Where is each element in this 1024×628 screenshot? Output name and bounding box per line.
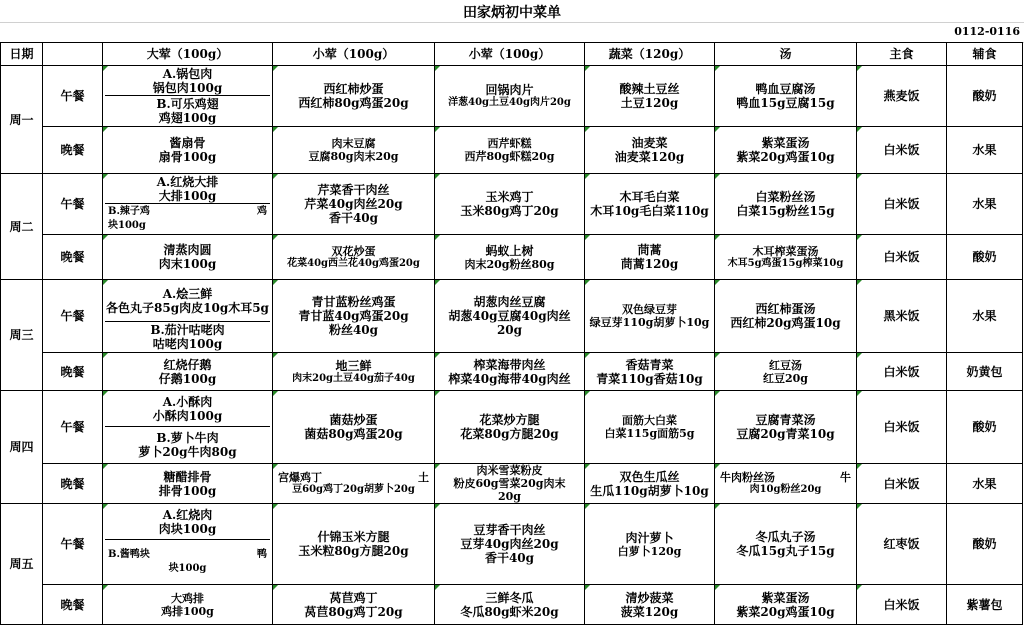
cell-text: 土 [418, 471, 429, 484]
cell-text: 双色生瓜丝 [619, 469, 680, 484]
cell-text: 肉块100g [158, 521, 217, 536]
header-soup: 汤 [715, 43, 857, 66]
big-meat-cell [103, 353, 273, 391]
small-meat-1-cell [273, 585, 435, 625]
cell-text: 青菜110g香菇10g [596, 371, 703, 386]
menu-table [0, 42, 1023, 625]
vegetable-cell [585, 127, 715, 174]
cell-text: 鸡翅100g [158, 111, 217, 125]
side-cell: 奶黄包 [947, 353, 1023, 391]
vegetable-cell [585, 585, 715, 625]
cell-text: 清蒸肉圆 [163, 243, 212, 257]
day-cell: 周三 [1, 280, 43, 391]
cell-text: 绿豆芽110g胡萝卜10g [589, 316, 710, 329]
meal-cell: 午餐 [43, 280, 103, 353]
page-title: 田家炳初中菜单 [463, 5, 561, 21]
header-meal [43, 43, 103, 66]
small-meat-1-cell [273, 464, 435, 504]
staple-cell: 白米饭 [857, 174, 947, 235]
cell-text: 豆腐80g肉末20g [308, 150, 399, 163]
cell-text: 紫菜蛋汤 [761, 590, 810, 605]
small-meat-1-cell [273, 127, 435, 174]
soup-cell [715, 353, 857, 391]
table-row [1, 504, 1023, 585]
day-cell: 周一 [1, 66, 43, 174]
big-meat-cell [103, 66, 273, 127]
cell-text: 排骨100g [158, 483, 217, 498]
vegetable-cell [585, 353, 715, 391]
staple-cell: 燕麦饭 [857, 66, 947, 127]
cell-text: 西芹虾糕 [487, 137, 532, 150]
date-range: 0112-0116 [954, 25, 1020, 38]
side-cell: 酸奶 [947, 66, 1023, 127]
big-meat-cell [103, 127, 273, 174]
vegetable-cell [585, 504, 715, 585]
cell-text: B.萝卜牛肉 [156, 431, 219, 445]
staple-cell: 白米饭 [857, 585, 947, 625]
cell-text: B.茄汁咕咾肉 [150, 323, 225, 337]
table-row [1, 127, 1023, 174]
cell-text: 西芹80g虾糕20g [464, 150, 555, 163]
cell-text: B.酱鸭块 [108, 549, 150, 560]
cell-text: 肉末豆腐 [331, 137, 376, 150]
cell-text: A.锅包肉 [162, 66, 213, 81]
cell-text: 鸡 [257, 206, 267, 217]
cell-text: 冬瓜80g虾米20g [460, 604, 559, 619]
header-staple: 主食 [857, 43, 947, 66]
header-small-meat-2: 小荤（100g） [435, 43, 585, 66]
cell-text: 茼蒿 [637, 243, 662, 257]
table-row [1, 280, 1023, 353]
cell-text: 红豆汤 [769, 358, 802, 372]
cell-text: 菌菇80g鸡蛋20g [304, 427, 403, 441]
big-meat-cell [103, 235, 273, 280]
soup-cell [715, 504, 857, 585]
small-meat-1-cell [273, 504, 435, 585]
small-meat-2-cell [435, 464, 585, 504]
side-cell: 水果 [947, 464, 1023, 504]
cell-text: 西红柿80g鸡蛋20g [298, 96, 409, 110]
cell-text: 冬瓜丸子汤 [755, 530, 816, 544]
vegetable-cell [585, 66, 715, 127]
cell-text: 玉米80g鸡丁20g [460, 204, 559, 218]
cell-text: 鸡排100g [161, 604, 214, 618]
cell-text: 肉末20g粉丝80g [464, 257, 555, 271]
cell-text: 锅包肉100g [152, 80, 223, 95]
cell-text: 花菜40g西兰花40g鸡蛋20g [287, 257, 420, 269]
cell-text: 粉皮60g雪菜20g肉末 [453, 477, 566, 490]
cell-text: 各色丸子85g肉皮10g木耳5g [106, 300, 269, 315]
cell-text: 洋葱40g土豆40g肉片20g [448, 97, 571, 108]
side-cell: 水果 [947, 174, 1023, 235]
cell-text: A.小酥肉 [162, 394, 213, 409]
meal-cell: 晚餐 [43, 235, 103, 280]
table-row [1, 353, 1023, 391]
small-meat-1-cell [273, 235, 435, 280]
cell-text: 芹菜香干肉丝 [317, 183, 390, 197]
cell-text: 青甘蓝40g鸡蛋20g [298, 309, 409, 323]
small-meat-1-cell [273, 391, 435, 464]
meal-cell: 午餐 [43, 391, 103, 464]
header-side: 辅食 [947, 43, 1023, 66]
cell-text: 木耳5g鸡蛋15g榨菜10g [727, 257, 844, 269]
cell-text: 清炒菠菜 [625, 590, 674, 605]
meal-cell: 午餐 [43, 504, 103, 585]
cell-text: 冬瓜15g丸子15g [736, 544, 835, 558]
big-meat-cell [103, 464, 273, 504]
cell-text: 牛 [840, 471, 851, 484]
cell-text: 块100g [168, 563, 207, 574]
table-row [1, 391, 1023, 464]
cell-text: 白菜15g粉丝15g [736, 204, 835, 218]
cell-text: 土豆120g [620, 96, 679, 110]
side-cell: 紫薯包 [947, 585, 1023, 625]
cell-text: 糖醋排骨 [163, 469, 212, 484]
cell-text: 咕咾肉100g [152, 337, 223, 351]
cell-text: 西红柿炒蛋 [323, 82, 384, 96]
cell-text: 面筋大白菜 [622, 414, 677, 427]
meal-cell: 晚餐 [43, 464, 103, 504]
big-meat-cell [103, 391, 273, 464]
cell-text: 玉米粒80g方腿20g [298, 544, 409, 558]
small-meat-1-cell [273, 353, 435, 391]
meal-cell: 午餐 [43, 66, 103, 127]
cell-text: 豆芽香干肉丝 [473, 523, 546, 537]
day-cell: 周二 [1, 174, 43, 280]
cell-text: 豆腐20g青菜10g [736, 427, 835, 441]
staple-cell: 白米饭 [857, 353, 947, 391]
table-row [1, 174, 1023, 235]
cell-text: 花菜炒方腿 [479, 413, 540, 427]
side-cell: 酸奶 [947, 391, 1023, 464]
cell-text: A.红烧大排 [156, 174, 219, 189]
header-vegetable: 蔬菜（120g） [585, 43, 715, 66]
soup-cell [715, 464, 857, 504]
small-meat-1-cell [273, 280, 435, 353]
soup-cell [715, 585, 857, 625]
cell-text: 芹菜40g肉丝20g [304, 197, 403, 211]
vegetable-cell [585, 235, 715, 280]
meal-cell: 午餐 [43, 174, 103, 235]
cell-text: 双花炒蛋 [331, 244, 376, 258]
staple-cell: 白米饭 [857, 235, 947, 280]
cell-text: 大鸡排 [171, 591, 204, 605]
small-meat-2-cell [435, 504, 585, 585]
cell-text: 20g [498, 490, 521, 503]
small-meat-2-cell [435, 585, 585, 625]
cell-text: 块100g [108, 220, 146, 231]
small-meat-2-cell [435, 280, 585, 353]
cell-text: 紫菜20g鸡蛋10g [736, 604, 835, 619]
cell-text: 莴苣80g鸡丁20g [304, 604, 403, 619]
cell-text: 榨菜海带肉丝 [473, 357, 546, 372]
staple-cell: 白米饭 [857, 127, 947, 174]
meal-cell: 晚餐 [43, 353, 103, 391]
cell-text: 宫爆鸡丁 [278, 471, 322, 484]
staple-cell: 黑米饭 [857, 280, 947, 353]
header-big-meat: 大荤（100g） [103, 43, 273, 66]
soup-cell [715, 391, 857, 464]
cell-text: 什锦玉米方腿 [317, 530, 390, 544]
staple-cell: 白米饭 [857, 464, 947, 504]
cell-text: 牛肉粉丝汤 [720, 471, 775, 484]
cell-text: B.可乐鸡翅 [156, 97, 219, 111]
big-meat-cell [103, 280, 273, 353]
cell-text: 茼蒿120g [620, 257, 679, 271]
cell-text: 酸辣土豆丝 [619, 82, 680, 96]
table-row [1, 66, 1023, 127]
side-cell: 水果 [947, 127, 1023, 174]
cell-text: 回锅肉片 [485, 83, 534, 97]
staple-cell: 红枣饭 [857, 504, 947, 585]
cell-text: 豆腐青菜汤 [755, 413, 816, 427]
big-meat-cell [103, 174, 273, 235]
small-meat-2-cell [435, 353, 585, 391]
cell-text: 豆60g鸡丁20g胡萝卜20g [292, 484, 415, 495]
cell-text: 肉米雪菜粉皮 [476, 464, 543, 477]
meal-cell: 晚餐 [43, 585, 103, 625]
cell-text: 生瓜110g胡萝卜10g [590, 483, 709, 498]
vegetable-cell [585, 280, 715, 353]
small-meat-1-cell [273, 66, 435, 127]
table-row [1, 464, 1023, 504]
day-cell: 周五 [1, 504, 43, 625]
vegetable-cell [585, 174, 715, 235]
cell-text: B.辣子鸡 [108, 206, 150, 217]
soup-cell [715, 174, 857, 235]
soup-cell [715, 66, 857, 127]
date-row [0, 22, 1024, 43]
cell-text: 胡葱肉丝豆腐 [473, 295, 546, 309]
cell-text: 蚂蚁上树 [485, 243, 534, 258]
side-cell: 酸奶 [947, 504, 1023, 585]
cell-text: 扇骨100g [158, 150, 217, 164]
cell-text: A.红烧肉 [162, 507, 213, 522]
vegetable-cell [585, 464, 715, 504]
small-meat-2-cell [435, 127, 585, 174]
cell-text: 肉汁萝卜 [625, 530, 674, 545]
cell-text: 白萝卜120g [617, 544, 682, 558]
soup-cell [715, 235, 857, 280]
vegetable-cell [585, 391, 715, 464]
cell-text: 粉丝40g [328, 323, 379, 337]
title-bar [0, 0, 1024, 23]
header-row [1, 43, 1023, 66]
table-row [1, 235, 1023, 280]
header-small-meat-1: 小荤（100g） [273, 43, 435, 66]
cell-text: 鸭 [257, 549, 267, 560]
cell-text: 红豆20g [763, 371, 808, 385]
side-cell: 水果 [947, 280, 1023, 353]
cell-text: 油麦菜120g [614, 150, 685, 164]
cell-text: 木耳10g毛白菜110g [590, 204, 709, 218]
cell-text: A.烩三鲜 [162, 286, 213, 301]
cell-text: 肉末100g [158, 257, 217, 271]
cell-text: 胡葱40g豆腐40g肉丝 [448, 309, 571, 323]
cell-text: 花菜80g方腿20g [460, 427, 559, 441]
cell-text: 西红柿蛋汤 [755, 302, 816, 316]
cell-text: 大排100g [158, 188, 217, 203]
cell-text: 莴苣鸡丁 [329, 590, 378, 605]
cell-text: 酱扇骨 [169, 136, 206, 150]
small-meat-2-cell [435, 66, 585, 127]
cell-text: 三鲜冬瓜 [485, 590, 534, 605]
day-cell: 周四 [1, 391, 43, 504]
small-meat-1-cell [273, 174, 435, 235]
cell-text: 地三鲜 [335, 358, 372, 373]
cell-text: 青甘蓝粉丝鸡蛋 [311, 295, 396, 309]
meal-cell: 晚餐 [43, 127, 103, 174]
cell-text: 白菜115g面筋5g [604, 427, 695, 440]
cell-text: 肉10g粉丝20g [749, 484, 822, 495]
big-meat-cell [103, 585, 273, 625]
cell-text: 油麦菜 [631, 136, 668, 150]
cell-text: 双色绿豆芽 [622, 303, 677, 316]
small-meat-2-cell [435, 174, 585, 235]
cell-text: 西红柿20g鸡蛋10g [730, 316, 841, 330]
cell-text: 榨菜40g海带40g肉丝 [448, 371, 571, 386]
side-cell: 酸奶 [947, 235, 1023, 280]
cell-text: 紫菜20g鸡蛋10g [736, 150, 835, 164]
table-row [1, 585, 1023, 625]
header-date: 日期 [1, 43, 43, 66]
cell-text: 20g [496, 323, 523, 337]
small-meat-2-cell [435, 391, 585, 464]
cell-text: 香干40g [484, 551, 535, 565]
cell-text: 鸭血15g豆腐15g [736, 96, 835, 110]
staple-cell: 白米饭 [857, 391, 947, 464]
soup-cell [715, 280, 857, 353]
cell-text: 鸭血豆腐汤 [755, 82, 816, 96]
cell-text: 香菇青菜 [625, 357, 674, 372]
big-meat-cell [103, 504, 273, 585]
cell-text: 菌菇炒蛋 [329, 413, 378, 427]
cell-text: 萝卜20g牛肉80g [138, 445, 237, 459]
soup-cell [715, 127, 857, 174]
cell-text: 肉末20g土豆40g茄子40g [292, 372, 415, 384]
cell-text: 小酥肉100g [152, 408, 223, 423]
small-meat-2-cell [435, 235, 585, 280]
cell-text: 仔鹅100g [158, 371, 217, 386]
cell-text: 白菜粉丝汤 [755, 190, 816, 204]
cell-text: 木耳毛白菜 [619, 190, 680, 204]
cell-text: 红烧仔鹅 [163, 357, 212, 372]
cell-text: 木耳榨菜蛋汤 [752, 244, 819, 258]
cell-text: 香干40g [328, 211, 379, 225]
cell-text: 豆芽40g肉丝20g [460, 537, 559, 551]
cell-text: 菠菜120g [620, 604, 679, 619]
cell-text: 紫菜蛋汤 [761, 136, 810, 150]
cell-text: 玉米鸡丁 [485, 190, 534, 204]
